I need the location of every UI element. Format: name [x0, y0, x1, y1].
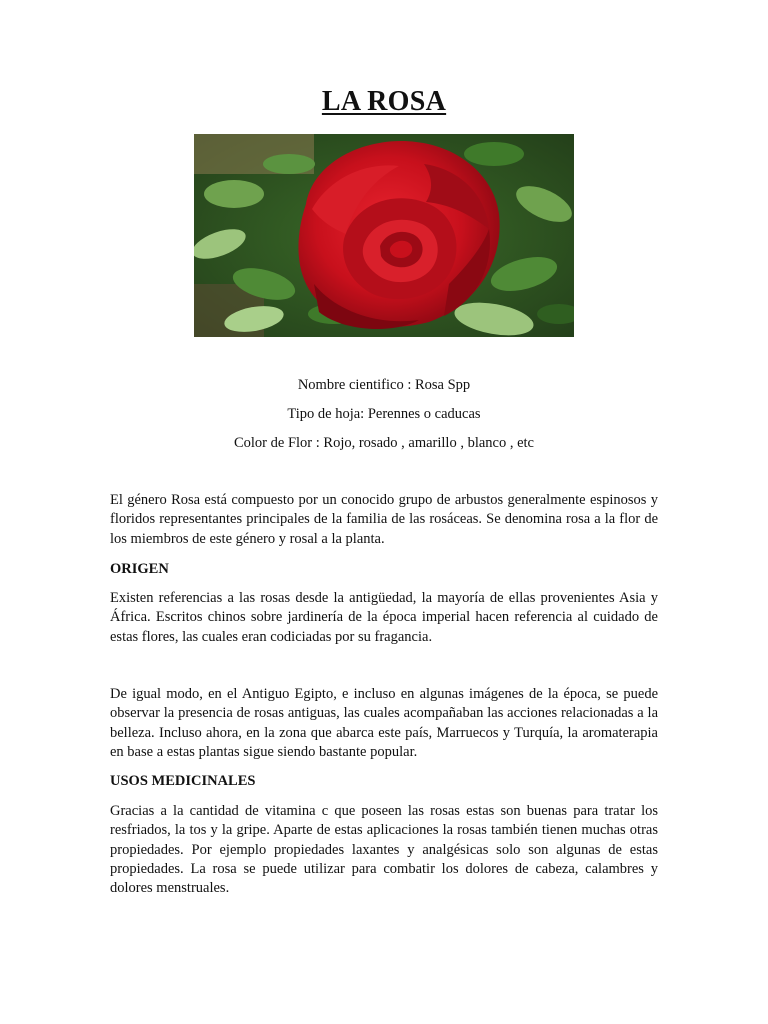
leaf-type: Tipo de hoja: Perennes o caducas — [287, 406, 481, 422]
usos-medicinales-paragraph: Gracias a la cantidad de vitamina c que poseen las rosas estas son buenas para tratar los resfriados, la tos y la gripe. Aparte de estas aplicaciones la rosas también tienen muchas otras propiedades. Por ejemplo propiedades laxantes y analgésicas solo son algunas de estas propiedades. La rosa se puede utilizar para combatir los dolores de cabeza, calambres y dolores menstruales. — [110, 803, 658, 897]
red-rose-image — [194, 134, 574, 337]
origen-paragraph-2: De igual modo, en el Antiguo Egipto, e incluso en algunas imágenes de la época, se puede observar la presencia de rosas antiguas, las cuales acompañaban las acciones relacionadas a la belleza. Incluso ahora, en la zona que abarca este país, Marruecos y Turquía, la aromaterapia en base a estas plantas sigue siendo bastante popular. — [110, 686, 658, 760]
plant-facts — [0, 375, 768, 462]
origen-paragraph-1: Existen referencias a las rosas desde la antigüedad, la mayoría de ellas provenientes Asia y África. Escritos chinos sobre jardinería de la época imperial hacen referencia al cuidado de estas flores, las cuales eran codiciadas por su fragancia. — [110, 590, 658, 645]
intro-paragraph: El género Rosa está compuesto por un conocido grupo de arbustos generalmente espinosos y floridos representantes principales de la familia de las rosáceas. Se denomina rosa a la flor de los miembros de este género y rosal a la planta. — [110, 492, 658, 547]
scientific-name: Nombre cientifico : Rosa Spp — [297, 377, 471, 393]
rose-photo — [194, 134, 574, 337]
page-title: LA ROSA — [321, 86, 447, 117]
usos-medicinales-heading: USOS MEDICINALES — [110, 773, 256, 789]
flower-color: Color de Flor : Rojo, rosado , amarillo , blanco , etc — [233, 435, 534, 451]
origen-heading: ORIGEN — [110, 561, 169, 577]
